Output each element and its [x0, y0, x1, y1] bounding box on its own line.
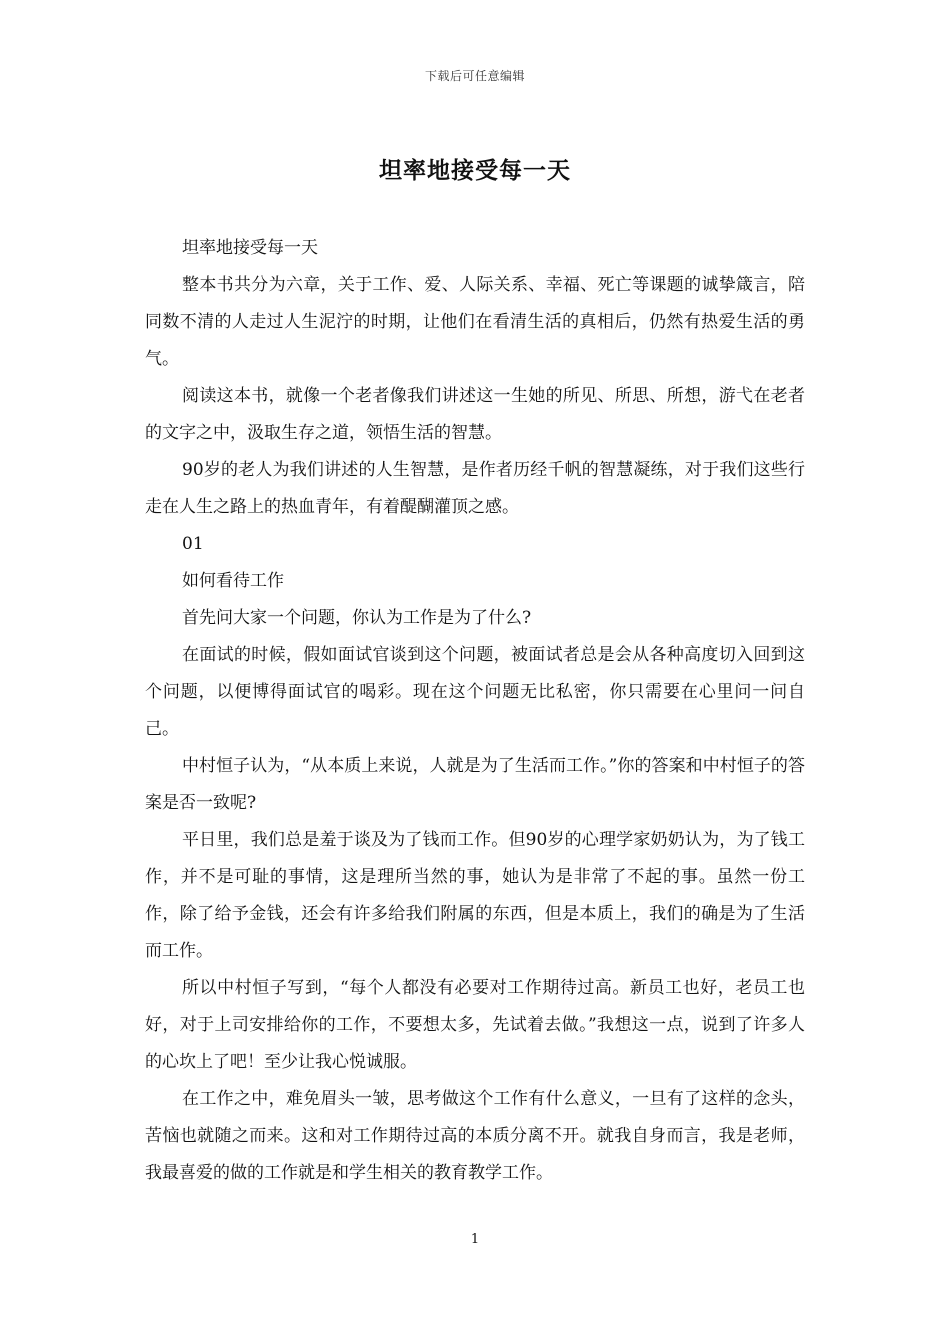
- paragraph: 中村恒子认为，“从本质上来说，人就是为了生活而工作。”你的答案和中村恒子的答案是否一致呢?: [145, 756, 805, 813]
- paragraph: 坦率地接受每一天: [182, 238, 318, 258]
- paragraph: 整本书共分为六章，关于工作、爱、人际关系、幸福、死亡等课题的诚挚箴言，陪同数不清的人走过人生泥泞的时期，让他们在看清生活的真相后，仍然有热爱生活的勇气。: [145, 275, 805, 369]
- paragraph: 在面试的时候，假如面试官谈到这个问题，被面试者总是会从各种高度切入回到这个问题，以便博得面试官的喝彩。现在这个问题无比私密，你只需要在心里问一问自己。: [145, 645, 805, 739]
- paragraph: 在工作之中，难免眉头一皱，思考做这个工作有什么意义，一旦有了这样的念头，苦恼也就随之而来。这和对工作期待过高的本质分离不开。就我自身而言，我是老师，我最喜爱的做的工作就是和学生相关的教育教学工作。: [145, 1089, 805, 1183]
- paragraph: 平日里，我们总是羞于谈及为了钱而工作。但90岁的心理学家奶奶认为，为了钱工作，并不是可耻的事情，这是理所当然的事，她认为是非常了不起的事。虽然一份工作，除了给予金钱，还会有许多给我们附属的东西，但是本质上，我们的确是为了生活而工作。: [145, 830, 805, 961]
- page-title: 坦率地接受每一天: [379, 157, 571, 184]
- section-heading: 如何看待工作: [182, 571, 284, 591]
- header-note: 下载后可任意编辑: [424, 69, 525, 83]
- paragraph: 阅读这本书，就像一个老者像我们讲述这一生她的所见、所思、所想，游弋在老者的文字之中，汲取生存之道，领悟生活的智慧。: [145, 386, 805, 443]
- paragraph: 90岁的老人为我们讲述的人生智慧，是作者历经千帆的智慧凝练，对于我们这些行走在人生之路上的热血青年，有着醍醐灌顶之感。: [145, 460, 805, 517]
- section-number: 01: [182, 534, 204, 554]
- paragraph: 首先问大家一个问题，你认为工作是为了什么?: [182, 608, 532, 628]
- paragraph: 所以中村恒子写到，“每个人都没有必要对工作期待过高。新员工也好，老员工也好，对于上司安排给你的工作，不要想太多，先试着去做。”我想这一点，说到了许多人的心坎上了吧！至少让我心悦诚服。: [145, 978, 805, 1072]
- body-text: [145, 230, 805, 1192]
- page-number: 1: [470, 1232, 480, 1247]
